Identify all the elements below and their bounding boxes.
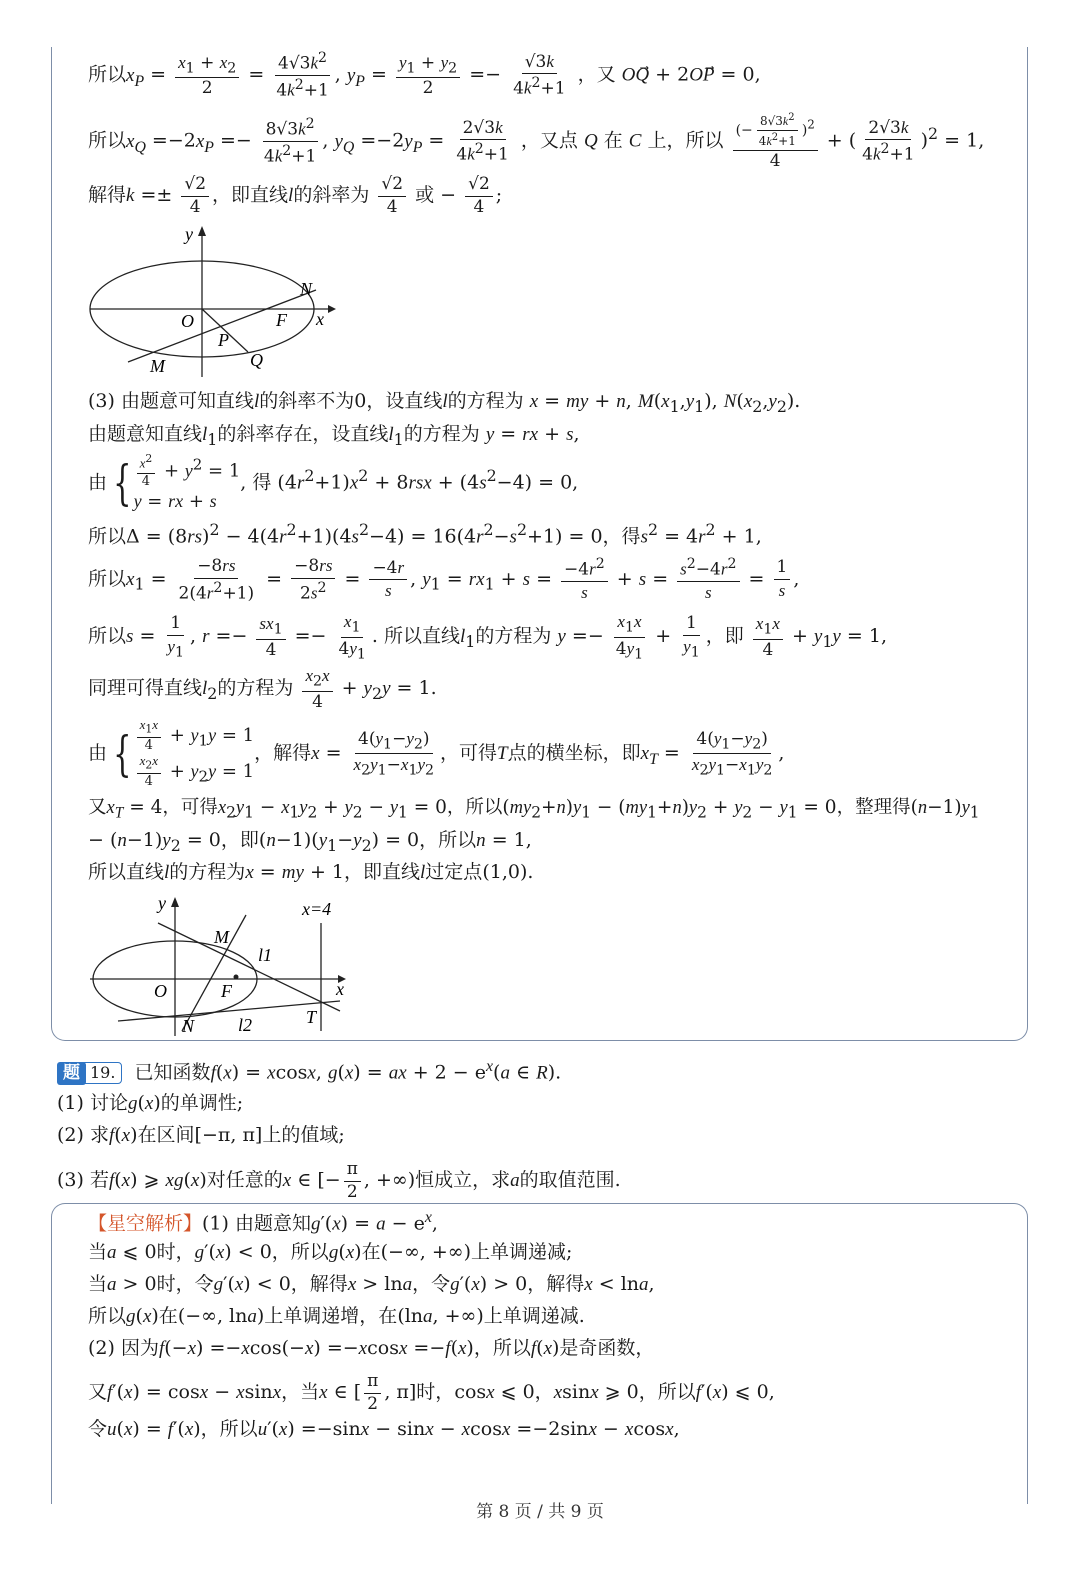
- line-part3-setup: (3) 由题意可知直线l的斜率不为0，设直线l的方程为 x = my + n, $M(x_1,y_1)$, $N(x_2,y_2)$.: [88, 390, 801, 416]
- line-solve-k: 解得k =± $\frac{√2}{4}$ ，即直线l的斜率为 $\frac{√2}{4}$ 或 − $\frac{√2}{4}$ ;: [88, 174, 503, 217]
- fig1-label-x: x: [316, 309, 324, 329]
- fig2-label-x4: x=4: [302, 899, 332, 919]
- solution-line-5: (2) 因为f(−x) =−xcos(−x) =−xcosx =−f(x)，所以f(x)是奇函数，: [88, 1337, 655, 1359]
- solution-line-1: 【星空解析】(1) 由题意知$g'(x) = a - e^x$,: [88, 1209, 438, 1235]
- fig1-label-p: P: [218, 330, 229, 350]
- fig1-label-q: Q: [250, 350, 263, 370]
- line-system-2: 由 { $\frac{x_1x}{4}$ + $y_1y = 1$ $\frac{x_2x}{4}$ + $y_2y = 1$ ，解得x = $\frac{4(y_1-y_2)}{x_2y_1-x_1y_2}$ ，可得T点的横坐标，即$x_T$ = $\frac{4(y_1-y_2)}{x_2y_1-x_1y_2}$ ,: [88, 717, 785, 789]
- ellipse-figure-2: [88, 893, 358, 1038]
- line-system-1: 由 { $\frac{x^2}{4}$ + $y^2 = 1$ y = rx + s , 得 $(4r^2+1)x^2 + 8rsx + (4s^2-4) = 0$,: [88, 452, 579, 513]
- line-l1-setup: 由题意知直线$l_1$的斜率存在，设直线$l_1$的方程为 y = rx + s,: [88, 423, 580, 449]
- line-xq-yq: 所以$x_Q =-2x_P$ =− $\frac{8√3k^2}{4k^2+1}$ , $y_Q =-2y_P$ = $\frac{2√3k}{4k^2+1}$ ，又点 Q 在 C 上，所以 (− $\frac{8√3k^2}{4k^2+1}$ )$^2$ 4 + ( $\frac{2√3k}{4k^2+1}$ )$^2$ = 1,: [88, 112, 985, 171]
- fig2-label-f: F: [221, 981, 232, 1001]
- line-xp-yp: 所以$x_P$ = $\frac{x_1 + x_2}{2}$ = $\frac{4√3k^2}{4k^2+1}$ , $y_P$ = $\frac{y_1 + y_2}{2}$ =− $\frac{√3k}{4k^2+1}$ ，又 OQ⃗ + 2OP⃗ = 0,: [88, 50, 761, 101]
- fig2-label-n: N: [182, 1016, 195, 1036]
- ellipse-figure-1: [88, 222, 338, 382]
- fig2-label-l2: l2: [238, 1015, 253, 1035]
- line-n-equals-1: − $(n-1)y_2 = 0$，即$(n-1)(y_1-y_2) = 0$，所以n = 1,: [88, 829, 532, 855]
- fig2-label-x: x: [336, 979, 344, 999]
- line-l2-equation: 同理可得直线$l_2$的方程为 $\frac{x_2x}{4}$ + $y_2y = 1$.: [88, 666, 437, 712]
- problem-19-q2: (2) 求f(x)在区间[−π, π]上的值域;: [57, 1124, 345, 1146]
- solution-line-4: 所以g(x)在(−∞, lna)上单调递增，在(lna, +∞)上单调递减.: [88, 1305, 585, 1327]
- line-xt-4: 又$x_T = 4$，可得$x_2y_1 - x_1y_2 + y_2 - y_1 = 0$，所以$(my_2+n)y_1 - (my_1+n)y_2 + y_2 - y_1 = 0$，整理得$(n-1)y_1$: [88, 797, 980, 822]
- fig1-label-y: y: [185, 224, 193, 244]
- fig2-label-m: M: [214, 927, 229, 947]
- line-x1-y1: 所以$x_1$ = $\frac{-8rs}{2(4r^2+1)}$ = $\frac{-8rs}{2s^2}$ = $\frac{-4r}{s}$ , $y_1 = rx_1 + s$ = $\frac{-4r^2}{s}$ + s = $\frac{s^2-4r^2}{s}$ = $\frac{1}{s}$ ,: [88, 556, 800, 604]
- problem-number: 19.: [83, 1062, 122, 1083]
- problem-badge: 题: [57, 1062, 86, 1084]
- fig1-label-m: M: [150, 356, 165, 376]
- line-l1-equation: 所以s = $\frac{1}{y_1}$ , r =− $\frac{sx_1}{4}$ =− $\frac{x_1}{4y_1}$ . 所以直线$l_1$的方程为 y =− $\frac{x_1x}{4y_1}$ + $\frac{1}{y_1}$ ，即 $\frac{x_1x}{4}$ + $y_1y = 1$,: [88, 612, 887, 663]
- solution-line-3: 当a > 0时，令g′(x) < 0，解得x > lna，令g′(x) > 0，解得x < lna,: [88, 1273, 655, 1295]
- solution-line-7: 令u(x) = f′(x)，所以u′(x) =−sinx − sinx − xcosx =−2sinx − xcosx,: [88, 1418, 680, 1440]
- fig2-label-y: y: [158, 893, 166, 913]
- problem-19-q3: (3) 若f(x) ⩾ xg(x)对任意的x ∈ [− $\frac{\pi}{2}$ , +∞)恒成立，求a的取值范围.: [57, 1159, 621, 1202]
- problem-19-stem: 题 19. 已知函数f(x) = xcosx, g(x) = ax + $2 - e^x(a$ ∈ R).: [57, 1058, 561, 1085]
- line-discriminant: 所以$\Delta = (8rs)^2 - 4(4r^2+1)(4s^2-4) = 16(4r^2-s^2+1) = 0$，得$s^2 = 4r^2 + 1$,: [88, 520, 762, 548]
- solution-line-2: 当a ⩽ 0时，g′(x) < 0，所以g(x)在(−∞, +∞)上单调递减;: [88, 1241, 573, 1263]
- solution-line-6: 又f′(x) = cosx − xsinx，当x ∈ [ $\frac{\pi}{2}$ , π]时，cosx ⩽ 0，xsinx ⩾ 0，所以f′(x) ⩽ 0,: [88, 1371, 775, 1414]
- fig2-label-t: T: [306, 1007, 317, 1027]
- page-footer: 第 8 页 / 共 9 页: [476, 1502, 604, 1522]
- fig1-label-o: O: [181, 311, 194, 331]
- fig2-label-l1: l1: [258, 945, 273, 965]
- solution-tag: 【星空解析】: [88, 1212, 203, 1235]
- fig1-label-f: F: [276, 310, 287, 330]
- fig2-label-o: O: [154, 981, 167, 1001]
- fig1-label-n: N: [300, 279, 313, 299]
- line-fixed-point: 所以直线l的方程为x = my + 1，即直线l过定点(1,0).: [88, 861, 534, 883]
- problem-19-q1: (1) 讨论g(x)的单调性;: [57, 1092, 244, 1114]
